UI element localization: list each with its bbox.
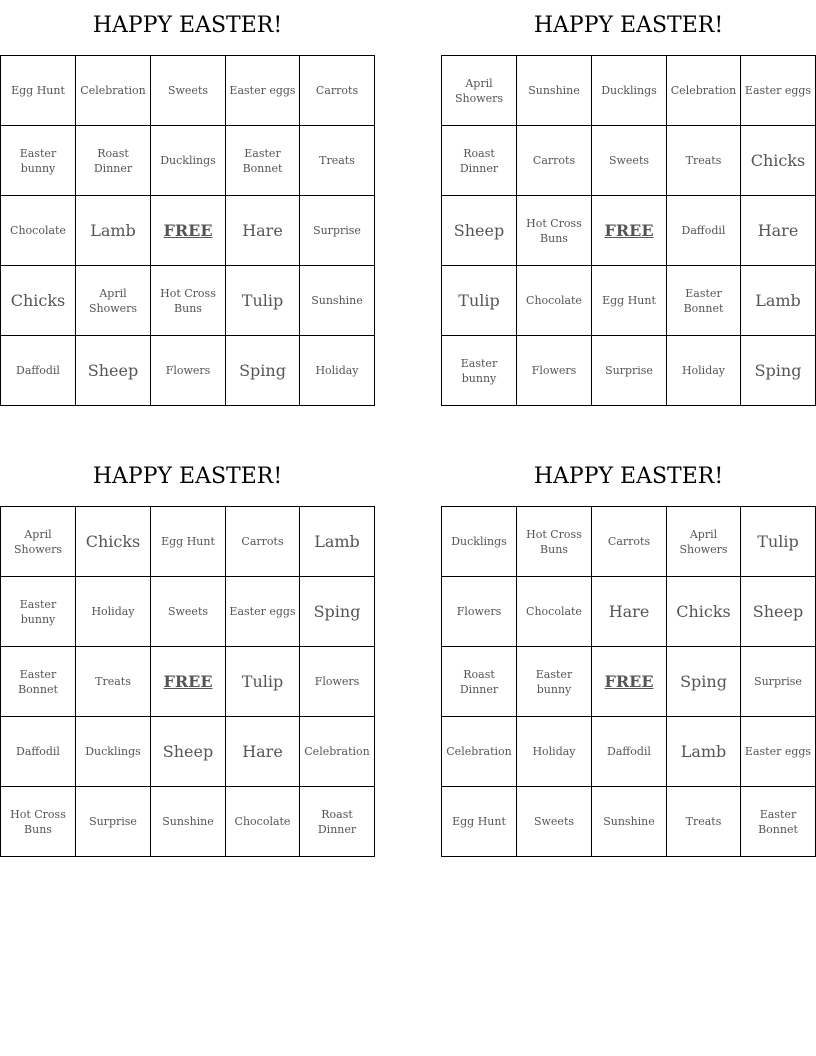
bingo-cell: Sheep (741, 577, 816, 647)
bingo-cell: Easter eggs (226, 577, 300, 647)
bingo-cell: Ducklings (76, 717, 151, 787)
bingo-cell: Ducklings (151, 126, 226, 196)
bingo-cell: Flowers (517, 336, 592, 406)
bingo-cell: Chicks (76, 507, 151, 577)
bingo-cell: Sping (741, 336, 816, 406)
bingo-cell: Easter eggs (741, 56, 816, 126)
bingo-cell: Easter Bonnet (1, 647, 76, 717)
free-space-cell: FREE (592, 196, 667, 266)
bingo-cell: Celebration (300, 717, 375, 787)
bingo-cell: Holiday (76, 577, 151, 647)
bingo-cell: Sheep (151, 717, 226, 787)
bingo-cell: Sheep (442, 196, 517, 266)
bingo-cell: Lamb (741, 266, 816, 336)
bingo-cell: Flowers (300, 647, 375, 717)
bingo-cell: Tulip (741, 507, 816, 577)
bingo-cell: Surprise (592, 336, 667, 406)
bingo-cell: Sunshine (300, 266, 375, 336)
bingo-cell: Sunshine (592, 787, 667, 857)
bingo-cell: Celebration (76, 56, 151, 126)
free-space-cell: FREE (151, 196, 226, 266)
bingo-cell: Daffodil (592, 717, 667, 787)
bingo-cell: Easter bunny (1, 126, 76, 196)
bingo-cell: Tulip (226, 266, 300, 336)
bingo-cell: Surprise (76, 787, 151, 857)
bingo-cell: Treats (667, 126, 741, 196)
bingo-cell: April Showers (442, 56, 517, 126)
bingo-cell: Daffodil (667, 196, 741, 266)
bingo-cell: Sping (667, 647, 741, 717)
bingo-cell: Sweets (592, 126, 667, 196)
bingo-cell: Easter Bonnet (667, 266, 741, 336)
bingo-cell: Chocolate (517, 266, 592, 336)
bingo-cell: Roast Dinner (442, 647, 517, 717)
bingo-cell: Chocolate (1, 196, 76, 266)
bingo-cell: Easter Bonnet (226, 126, 300, 196)
bingo-grid (0, 55, 375, 406)
card-title: HAPPY EASTER! (92, 464, 283, 489)
bingo-card-4 (441, 451, 816, 857)
bingo-cell: Chocolate (226, 787, 300, 857)
card-title: HAPPY EASTER! (533, 13, 724, 38)
bingo-cell: Tulip (226, 647, 300, 717)
bingo-cell: Ducklings (592, 56, 667, 126)
bingo-cell: Sweets (517, 787, 592, 857)
bingo-cell: Chocolate (517, 577, 592, 647)
bingo-cell: Easter bunny (442, 336, 517, 406)
bingo-card-2 (441, 0, 816, 406)
bingo-grid (0, 506, 375, 857)
bingo-cell: Tulip (442, 266, 517, 336)
bingo-cell: Lamb (76, 196, 151, 266)
bingo-cell: Holiday (517, 717, 592, 787)
bingo-cell: Sping (300, 577, 375, 647)
card-title: HAPPY EASTER! (92, 13, 283, 38)
bingo-cell: Hot Cross Buns (151, 266, 226, 336)
bingo-cell: Sheep (76, 336, 151, 406)
bingo-cell: Carrots (517, 126, 592, 196)
bingo-cell: Sunshine (151, 787, 226, 857)
bingo-cell: Ducklings (442, 507, 517, 577)
bingo-cell: Carrots (300, 56, 375, 126)
bingo-cell: Celebration (442, 717, 517, 787)
bingo-cell: Sweets (151, 577, 226, 647)
bingo-cell: Hare (592, 577, 667, 647)
bingo-cell: Roast Dinner (300, 787, 375, 857)
bingo-cell: Egg Hunt (151, 507, 226, 577)
bingo-cell: Lamb (667, 717, 741, 787)
bingo-cell: Easter Bonnet (741, 787, 816, 857)
bingo-grid (441, 55, 816, 406)
bingo-cell: Chicks (1, 266, 76, 336)
bingo-cell: Sping (226, 336, 300, 406)
bingo-cell: Egg Hunt (442, 787, 517, 857)
bingo-cell: Lamb (300, 507, 375, 577)
bingo-cell: Easter bunny (1, 577, 76, 647)
bingo-cell: Roast Dinner (442, 126, 517, 196)
bingo-cell: Holiday (300, 336, 375, 406)
bingo-card-3 (0, 451, 375, 857)
bingo-cell: Hot Cross Buns (1, 787, 76, 857)
bingo-cell: April Showers (76, 266, 151, 336)
bingo-cell: Roast Dinner (76, 126, 151, 196)
bingo-cell: Egg Hunt (1, 56, 76, 126)
bingo-card-1 (0, 0, 375, 406)
bingo-cell: April Showers (667, 507, 741, 577)
bingo-grid (441, 506, 816, 857)
bingo-cell: Daffodil (1, 717, 76, 787)
bingo-cell: Sweets (151, 56, 226, 126)
bingo-cell: Treats (300, 126, 375, 196)
bingo-cell: Egg Hunt (592, 266, 667, 336)
bingo-cell: Daffodil (1, 336, 76, 406)
bingo-cell: Easter bunny (517, 647, 592, 717)
bingo-cell: Chicks (667, 577, 741, 647)
bingo-cell: Carrots (226, 507, 300, 577)
card-title: HAPPY EASTER! (533, 464, 724, 489)
bingo-cell: April Showers (1, 507, 76, 577)
bingo-cell: Flowers (442, 577, 517, 647)
bingo-cell: Hot Cross Buns (517, 196, 592, 266)
bingo-cell: Celebration (667, 56, 741, 126)
bingo-cell: Flowers (151, 336, 226, 406)
bingo-cell: Surprise (741, 647, 816, 717)
bingo-cell: Hare (741, 196, 816, 266)
bingo-cell: Chicks (741, 126, 816, 196)
bingo-cell: Easter eggs (226, 56, 300, 126)
free-space-cell: FREE (151, 647, 226, 717)
bingo-cell: Treats (76, 647, 151, 717)
bingo-cell: Easter eggs (741, 717, 816, 787)
bingo-cell: Carrots (592, 507, 667, 577)
bingo-cell: Holiday (667, 336, 741, 406)
bingo-cell: Surprise (300, 196, 375, 266)
free-space-cell: FREE (592, 647, 667, 717)
bingo-cell: Hare (226, 196, 300, 266)
bingo-cell: Hot Cross Buns (517, 507, 592, 577)
bingo-cell: Treats (667, 787, 741, 857)
bingo-cell: Sunshine (517, 56, 592, 126)
bingo-cell: Hare (226, 717, 300, 787)
